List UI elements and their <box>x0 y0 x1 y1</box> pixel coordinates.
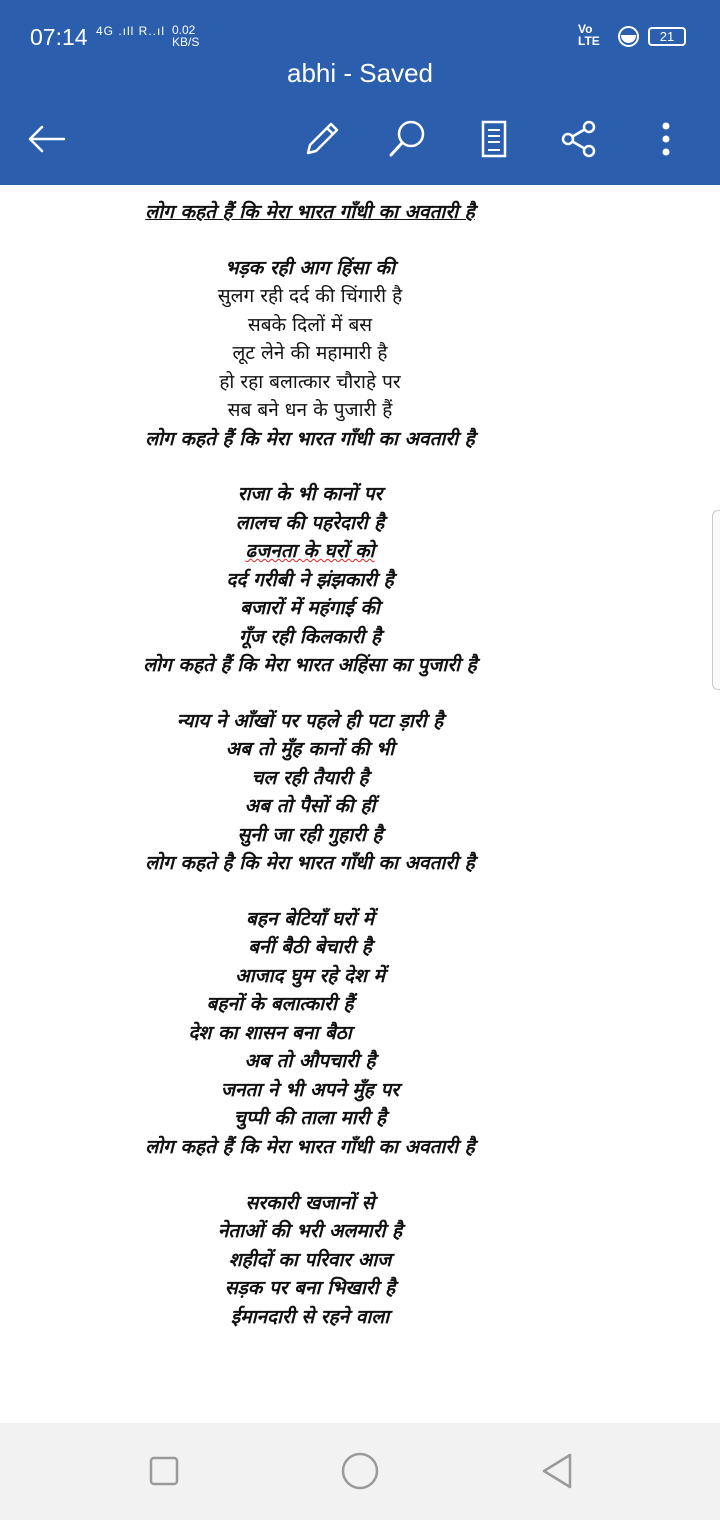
doc-line: दर्द गरीबी ने झंझकारी है <box>226 569 394 591</box>
status-time: 07:14 <box>30 24 88 50</box>
doc-line: शहीदों का परिवार आज <box>228 1249 392 1271</box>
battery-icon: 21 <box>648 27 686 46</box>
doc-line: बहन बेटियाँ घरों में <box>246 908 374 930</box>
doc-line: लूट लेने की महामारी है <box>232 342 388 364</box>
doc-line: देश का शासन बना बैठा <box>188 1022 352 1044</box>
scroll-handle[interactable] <box>712 510 720 690</box>
doc-line: सरकारी खजानों से <box>245 1192 375 1214</box>
volte-icon: Vo LTE <box>578 22 600 48</box>
doc-line: लोग कहते हैं कि मेरा भारत गाँधी का अवतारी है <box>145 428 475 450</box>
doc-line: लोग कहते हैं कि मेरा भारत गाँधी का अवतारी है <box>145 1136 475 1158</box>
app-bar <box>0 0 720 185</box>
document-body[interactable] <box>0 185 720 1423</box>
doc-line: सब बने धन के पुजारी हैं <box>227 399 393 421</box>
doc-line: भड़क रही आग हिंसा की <box>225 257 395 279</box>
signal-icon: 4G .ıll R..ıl <box>96 24 166 38</box>
doc-line: चुप्पी की ताला मारी है <box>233 1107 387 1129</box>
doc-line: अब तो औपचारी है <box>244 1050 376 1072</box>
doc-line: लोग कहते हैं कि मेरा भारत अहिंसा का पुजारी है <box>143 654 477 676</box>
doc-line: राजा के भी कानों पर <box>237 483 383 505</box>
search-icon[interactable] <box>383 115 431 163</box>
back-arrow-icon[interactable] <box>22 115 70 163</box>
doc-line: बहनों के बलात्कारी हैं <box>206 993 354 1015</box>
more-vert-icon[interactable] <box>642 115 690 163</box>
edit-pencil-icon[interactable] <box>298 115 346 163</box>
doc-line: चल रही तैयारी है <box>251 767 369 789</box>
doc-line: बजारों में महंगाई की <box>240 597 380 619</box>
doc-line: लोग कहते हैं कि मेरा भारत गाँधी का अवतारी है <box>145 201 475 223</box>
doc-line: लालच की पहरेदारी है <box>235 512 385 534</box>
doc-line: लोग कहते है कि मेरा भारत गाँधी का अवतारी है <box>145 852 475 874</box>
doc-line: अब तो पैसों की हीं <box>244 795 376 817</box>
doc-line: बनीं बैठी बेचारी है <box>248 936 372 958</box>
doc-line <box>0 537 620 565</box>
reading-view-icon[interactable] <box>470 115 518 163</box>
doc-line: सुलग रही दर्द की चिंगारी है <box>217 285 403 307</box>
recent-apps-icon[interactable] <box>142 1449 186 1493</box>
doc-line: गूँज रही किलकारी है <box>238 626 382 648</box>
document-title: abhi - Saved <box>287 58 433 88</box>
doc-line: नेताओं की भरी अलमारी है <box>217 1220 403 1242</box>
doc-line: ईमानदारी से रहने वाला <box>230 1306 390 1328</box>
doc-line: अब तो मुँह कानों की भी <box>225 738 395 760</box>
network-speed-value: 0.02 <box>172 23 196 37</box>
navigation-bar <box>0 1423 720 1520</box>
network-speed <box>172 24 199 48</box>
doc-line: सबके दिलों में बस <box>247 314 373 336</box>
doc-line: हो रहा बलात्कार चौराहे पर <box>219 371 401 393</box>
doc-line: जनता ने भी अपने मुँह पर <box>220 1079 400 1101</box>
back-icon[interactable] <box>534 1449 578 1493</box>
spelling-error-word[interactable]: ढजनता के घरों को <box>245 540 375 562</box>
network-speed-unit: KB/S <box>172 35 200 49</box>
data-saver-icon <box>618 26 639 47</box>
doc-line: आजाद घुम रहे देश में <box>235 965 385 987</box>
home-icon[interactable] <box>338 1449 382 1493</box>
doc-line: सुनी जा रही गुहारी है <box>237 824 383 846</box>
share-icon[interactable] <box>555 115 603 163</box>
doc-line: सड़क पर बना भिखारी है <box>224 1277 396 1299</box>
doc-line: न्याय ने आँखों पर पहले ही पटा ड़ारी है <box>176 710 444 732</box>
